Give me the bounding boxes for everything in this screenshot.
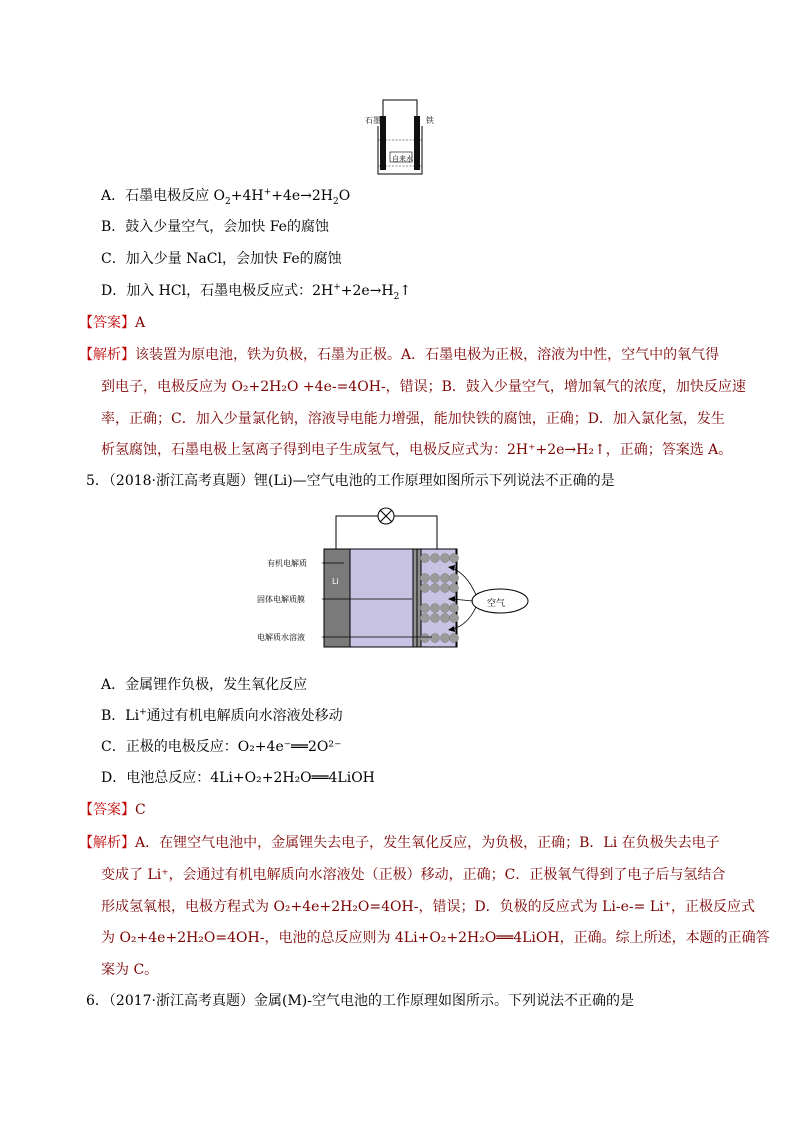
q6-stem: 6．（2017·浙江高考真题）金属(M)-空气电池的工作原理如图所示。下列说法不正确的是 — [86, 993, 634, 1009]
answer-value: C — [135, 802, 146, 818]
q5-analysis-line-3: 形成氢氧根，电极方程式为 O₂+4e+2H₂O=4OH-，错误；D．负极的反应式为 Li-e-= Li⁺，正极反应式 — [101, 899, 755, 915]
q4-option-d: D．加入 HCl，石墨电极反应式：$2H^++2e\to H_2↑$ — [101, 282, 412, 302]
q4-analysis-line-4: 析氢腐蚀，石墨电极上氢离子得到电子生成氢气，电极反应式为：2H⁺+2e→H₂↑，正确；答案选 A。 — [101, 442, 733, 458]
q5-analysis-line-4: 为 O₂+4e+2H₂O=4OH-，电池的总反应则为 4Li+O₂+2H₂O══4LiOH，正确。综上所述，本题的正确答 — [101, 930, 770, 946]
aqueous-electrolyte-label: 电解质水溶液 — [257, 633, 305, 642]
q4-option-c: C．加入少量 NaCl，会加快 Fe的腐蚀 — [101, 251, 342, 267]
graphite-label: 石墨 — [365, 116, 381, 125]
figure-corrosion-cell — [360, 96, 440, 178]
analysis-tag: 【解析】 — [79, 835, 135, 851]
analysis-tag: 【解析】 — [79, 347, 135, 363]
air-label: 空气 — [487, 599, 506, 609]
q5-option-a: A．金属锂作负极，发生氧化反应 — [101, 677, 308, 693]
tap-water-label: 自来水 — [392, 155, 413, 163]
q4-analysis-line-2: 到电子，电极反应为 O₂+2H₂O +4e-=4OH-，错误；B．鼓入少量空气，增加氧气的浓度，加快反应速 — [101, 379, 746, 395]
q5-stem: 5．（2018·浙江高考真题）锂(Li)—空气电池的工作原理如图所示下列说法不正确的是 — [86, 473, 615, 489]
q4-analysis-line-3: 率，正确；C．加入少量氯化钠，溶液导电能力增强，能加快铁的腐蚀，正确；D．加入氯化氢，发生 — [101, 411, 725, 427]
q4-option-b: B．鼓入少量空气，会加快 Fe的腐蚀 — [101, 219, 329, 235]
q5-analysis-line-5: 案为 C。 — [101, 962, 159, 978]
q5-analysis-line-1: 【解析】A．在锂空气电池中，金属锂失去电子，发生氧化反应，为负极，正确；B．Li 在负极失去电子 — [79, 835, 720, 851]
answer-value: A — [135, 315, 146, 331]
q4-analysis-line-1: 【解析】该装置为原电池，铁为负极，石墨为正极。A．石墨电极为正极，溶液为中性，空气中的氧气得 — [79, 347, 720, 363]
q5-option-c: C．正极的电极反应：O₂+4e⁻══2O²⁻ — [101, 739, 342, 755]
li-anode-label: Li — [332, 577, 339, 586]
q5-option-d: D．电池总反应：4Li+O₂+2H₂O══4LiOH — [101, 770, 375, 786]
q5-analysis-line-2: 变成了 Li⁺，会通过有机电解质向水溶液处（正极）移动，正确；C．正极氧气得到了电子后与氢结合 — [101, 867, 726, 883]
answer-tag: 【答案】 — [79, 315, 135, 331]
q5-option-b: B．Li+通过有机电解质向水溶液处移动 — [101, 707, 343, 724]
q4-answer — [79, 314, 145, 332]
answer-tag: 【答案】 — [79, 802, 135, 818]
organic-electrolyte-label: 有机电解质 — [267, 559, 307, 568]
q5-answer — [79, 801, 146, 819]
iron-label: 铁 — [426, 116, 434, 125]
solid-membrane-label: 固体电解质膜 — [257, 595, 305, 604]
figure-li-air-battery — [252, 504, 542, 654]
corrosion-cell-diagram — [360, 96, 440, 178]
q4-option-a: A．石墨电极反应 $O_2+4H^++4e\to 2H_2O$ — [101, 187, 351, 207]
